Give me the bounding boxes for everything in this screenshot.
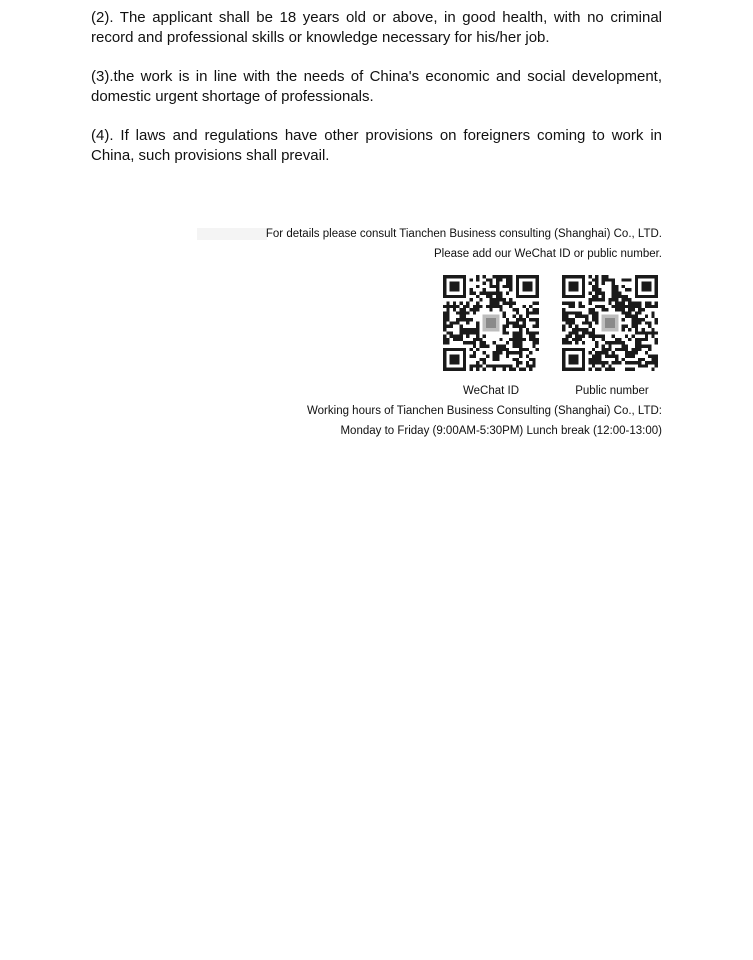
- requirement-paragraph-2: (2). The applicant shall be 18 years old or above, in good health, with no criminal record and professional skills or knowledge necessary for his/her job.: [91, 9, 662, 46]
- faint-highlight: [197, 228, 267, 240]
- public-number-caption: Public number: [575, 385, 649, 397]
- wechat-id-qr-code-icon: [443, 275, 539, 371]
- public-number-qr-code-icon: [562, 275, 658, 371]
- consult-line: For details please consult Tianchen Business consulting (Shanghai) Co., LTD.: [265, 228, 662, 240]
- working-days-line: Monday to Friday (9:00AM-5:30PM) Lunch break (12:00-13:00): [340, 425, 662, 437]
- requirement-paragraph-4: (4). If laws and regulations have other provisions on foreigners coming to work in China, such provisions shall prevail.: [91, 127, 662, 164]
- add-wechat-line: Please add our WeChat ID or public number.: [434, 248, 662, 260]
- requirement-paragraph-3: (3).the work is in line with the needs of China's economic and social development, domestic urgent shortage of professionals.: [91, 68, 662, 105]
- wechat-id-caption: WeChat ID: [462, 385, 520, 397]
- working-hours-line: Working hours of Tianchen Business Consulting (Shanghai) Co., LTD:: [307, 405, 662, 417]
